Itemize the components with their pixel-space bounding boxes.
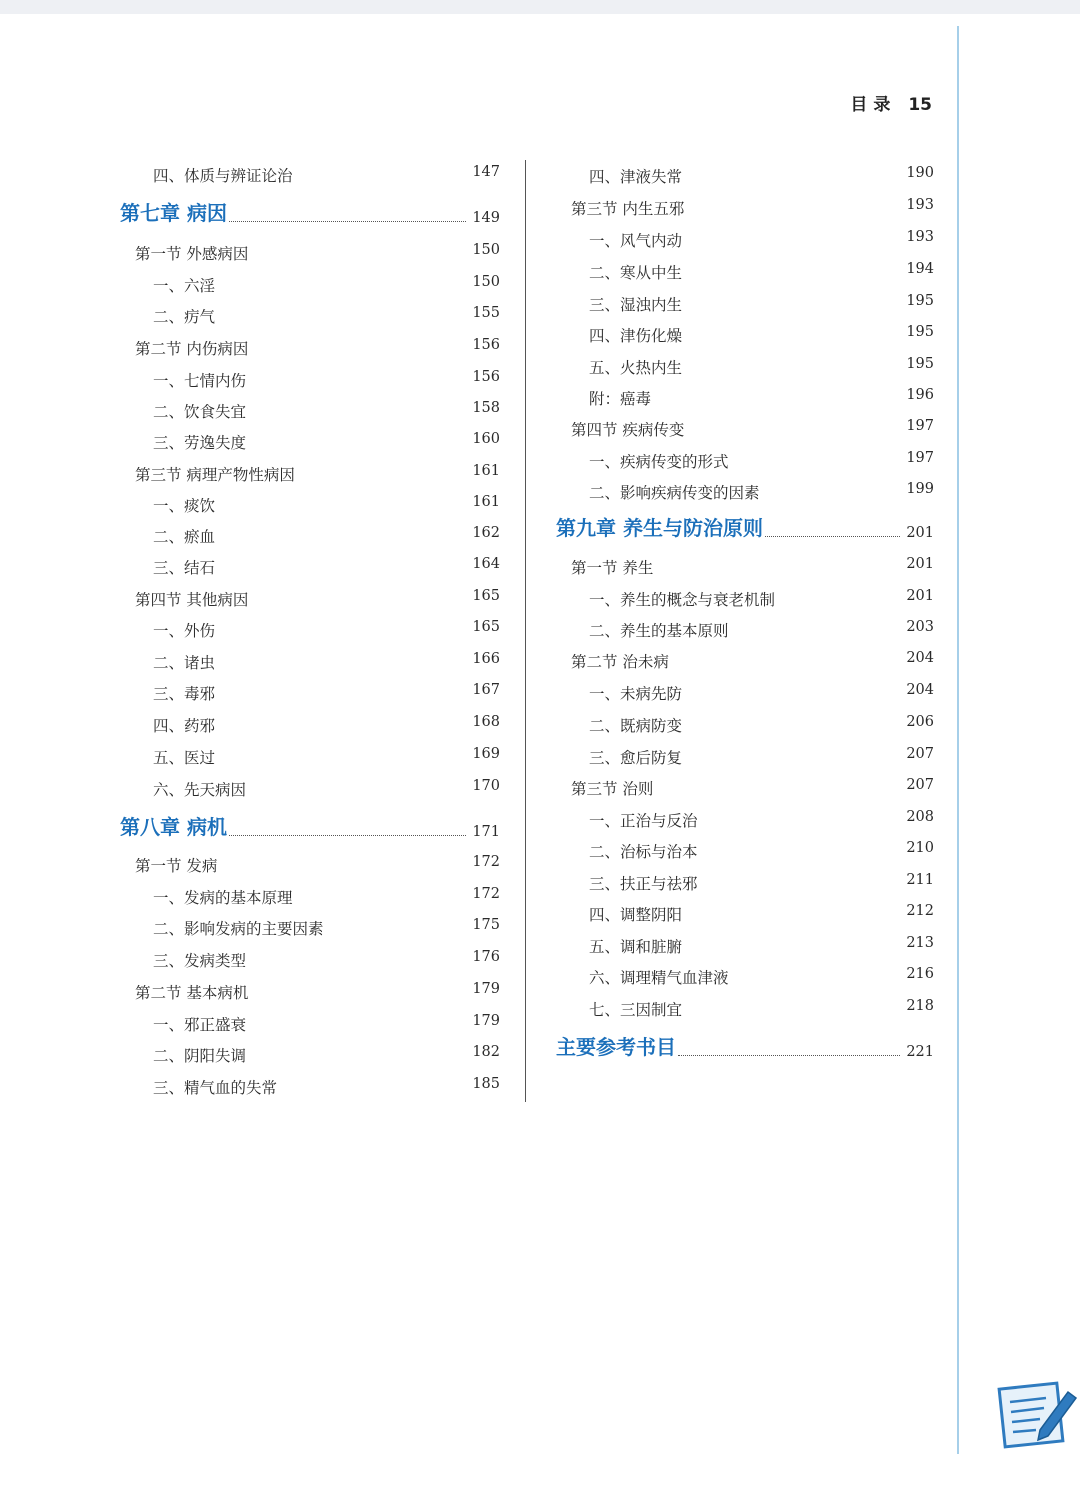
- toc-entry-title: 四、调整阴阳: [589, 906, 683, 924]
- toc-entry-title: 三、愈后防复: [589, 749, 683, 767]
- toc-entry-title: 第七章 病因: [120, 201, 227, 225]
- toc-page-number: 204: [906, 650, 934, 666]
- toc-section-entry: [571, 418, 934, 440]
- toc-item-entry: [153, 917, 500, 939]
- toc-page-number: 179: [472, 981, 500, 997]
- toc-chapter-entry: [120, 811, 500, 840]
- toc-item-entry: [153, 494, 500, 516]
- toc-page-number: 161: [472, 494, 500, 510]
- toc-entry-title: 一、邪正盛衰: [153, 1016, 247, 1034]
- toc-item-entry: [153, 778, 500, 800]
- toc-entry-title: 三、劳逸失度: [153, 434, 247, 452]
- toc-entry-title: 二、既病防变: [589, 717, 683, 735]
- toc-page-number: 179: [472, 1013, 500, 1029]
- leader-dots: [229, 220, 466, 222]
- toc-page-number: 170: [472, 778, 500, 794]
- toc-page-number: 212: [906, 903, 934, 919]
- toc-entry-title: 一、疾病传变的形式: [589, 453, 729, 471]
- toc-item-entry: [589, 682, 934, 704]
- toc-page-number: 166: [472, 651, 500, 667]
- toc-entry-title: 一、七情内伤: [153, 372, 247, 390]
- toc-page-number: 216: [906, 966, 934, 982]
- toc-entry-title: 二、诸虫: [153, 654, 216, 672]
- toc-item-entry: [153, 431, 500, 453]
- toc-page-number: 207: [906, 777, 934, 793]
- running-head: [850, 90, 932, 115]
- toc-item-entry: [589, 619, 934, 641]
- toc-entry-title: 附：癌毒: [589, 390, 652, 408]
- toc-page-number: 172: [472, 854, 500, 870]
- toc-entry-title: 第二节 内伤病因: [135, 340, 249, 358]
- toc-entry-title: 二、治标与治本: [589, 843, 698, 861]
- toc-entry-title: 第二节 基本病机: [135, 984, 249, 1002]
- toc-page-number: 175: [472, 917, 500, 933]
- toc-chapter-entry: [120, 197, 500, 226]
- toc-section-entry: [571, 556, 934, 578]
- toc-entry-title: 四、津伤化燥: [589, 327, 683, 345]
- toc-item-entry: [589, 387, 934, 409]
- toc-page-number: 194: [906, 261, 934, 277]
- toc-page-number: 167: [472, 682, 500, 698]
- toc-entry-title: 第三节 内生五邪: [571, 200, 685, 218]
- toc-entry-title: 三、毒邪: [153, 685, 216, 703]
- toc-item-entry: [589, 229, 934, 251]
- leader-dots: [229, 834, 466, 836]
- toc-page-number: 218: [906, 998, 934, 1014]
- toc-page-number: 195: [906, 324, 934, 340]
- toc-page-number: 195: [906, 293, 934, 309]
- toc-page-number: 164: [472, 556, 500, 572]
- toc-page-number: 165: [472, 588, 500, 604]
- toc-item-entry: [153, 949, 500, 971]
- toc-page-number: 213: [906, 935, 934, 951]
- toc-item-entry: [153, 1013, 500, 1035]
- toc-entry-title: 一、发病的基本原理: [153, 889, 293, 907]
- toc-page-number: 221: [906, 1044, 934, 1060]
- toc-page-number: 160: [472, 431, 500, 447]
- toc-chapter-entry: [556, 1031, 934, 1060]
- toc-page-number: 168: [472, 714, 500, 730]
- toc-entry-title: 第三节 治则: [571, 780, 654, 798]
- toc-page-number: 211: [906, 872, 934, 888]
- toc-page-number: 193: [906, 229, 934, 245]
- toc-section-entry: [571, 197, 934, 219]
- toc-entry-title: 三、发病类型: [153, 952, 247, 970]
- toc-entry-title: 二、疠气: [153, 308, 216, 326]
- toc-page-number: 201: [906, 556, 934, 572]
- toc-page-number: 190: [906, 165, 934, 181]
- toc-entry-title: 二、饮食失宜: [153, 403, 247, 421]
- toc-item-entry: [153, 305, 500, 327]
- top-strip: [0, 0, 1080, 14]
- toc-item-entry: [589, 935, 934, 957]
- toc-item-entry: [589, 840, 934, 862]
- toc-page-number: 149: [472, 210, 500, 226]
- toc-item-entry: [589, 746, 934, 768]
- toc-entry-title: 三、精气血的失常: [153, 1079, 278, 1097]
- toc-page-number: 161: [472, 463, 500, 479]
- toc-item-entry: [589, 293, 934, 315]
- running-head-title: 目 录: [850, 95, 891, 115]
- toc-entry-title: 四、津液失常: [589, 168, 683, 186]
- toc-item-entry: [589, 324, 934, 346]
- toc-item-entry: [153, 369, 500, 391]
- toc-entry-title: 二、影响发病的主要因素: [153, 920, 324, 938]
- toc-item-entry: [589, 261, 934, 283]
- toc-item-entry: [153, 400, 500, 422]
- toc-page-number: 156: [472, 369, 500, 385]
- toc-page-number: 208: [906, 809, 934, 825]
- toc-entry-title: 七、三因制宜: [589, 1001, 683, 1019]
- toc-entry-title: 第三节 病理产物性病因: [135, 466, 295, 484]
- leader-dots: [678, 1054, 900, 1056]
- toc-page-number: 185: [472, 1076, 500, 1092]
- toc-page-number: 199: [906, 481, 934, 497]
- toc-page-number: 150: [472, 242, 500, 258]
- toc-item-entry: [153, 651, 500, 673]
- toc-section-entry: [571, 650, 934, 672]
- toc-entry-title: 五、火热内生: [589, 359, 683, 377]
- toc-page-number: 195: [906, 356, 934, 372]
- toc-page-number: 197: [906, 418, 934, 434]
- toc-entry-title: 第一节 发病: [135, 857, 218, 875]
- toc-item-entry: [589, 998, 934, 1020]
- toc-item-entry: [589, 714, 934, 736]
- toc-item-entry: [589, 872, 934, 894]
- toc-page-number: 165: [472, 619, 500, 635]
- toc-page-number: 201: [906, 525, 934, 541]
- toc-item-entry: [153, 682, 500, 704]
- toc-page-number: 172: [472, 886, 500, 902]
- toc-item-entry: [153, 746, 500, 768]
- toc-entry-title: 五、医过: [153, 749, 216, 767]
- toc-entry-title: 主要参考书目: [556, 1035, 676, 1059]
- toc-entry-title: 一、养生的概念与衰老机制: [589, 591, 776, 609]
- toc-item-entry: [153, 525, 500, 547]
- toc-entry-title: 三、扶正与祛邪: [589, 875, 698, 893]
- toc-item-entry: [153, 886, 500, 908]
- toc-page-number: 150: [472, 274, 500, 290]
- toc-entry-title: 第八章 病机: [120, 815, 227, 839]
- toc-entry-title: 五、调和脏腑: [589, 938, 683, 956]
- toc-page-number: 182: [472, 1044, 500, 1060]
- toc-entry-title: 二、阴阳失调: [153, 1047, 247, 1065]
- toc-item-entry: [589, 450, 934, 472]
- toc-entry-title: 第一节 养生: [571, 559, 654, 577]
- toc-entry-title: 第四节 疾病传变: [571, 421, 685, 439]
- toc-section-entry: [571, 777, 934, 799]
- toc-entry-title: 二、瘀血: [153, 528, 216, 546]
- toc-entry-title: 四、药邪: [153, 717, 216, 735]
- toc-page-number: 193: [906, 197, 934, 213]
- toc-item-entry: [589, 966, 934, 988]
- toc-entry-title: 六、先天病因: [153, 781, 247, 799]
- toc-item-entry: [153, 1044, 500, 1066]
- toc-entry-title: 三、结石: [153, 559, 216, 577]
- toc-entry-title: 一、痰饮: [153, 497, 216, 515]
- page-edge-line: [957, 26, 959, 1454]
- toc-section-entry: [135, 854, 500, 876]
- toc-entry-title: 第四节 其他病因: [135, 591, 249, 609]
- toc-page-number: 176: [472, 949, 500, 965]
- toc-page-number: 147: [472, 164, 500, 180]
- toc-entry-title: 四、体质与辨证论治: [153, 167, 293, 185]
- toc-item-entry: [589, 356, 934, 378]
- toc-section-entry: [135, 981, 500, 1003]
- toc-page-number: 201: [906, 588, 934, 604]
- toc-page-number: 155: [472, 305, 500, 321]
- toc-section-entry: [135, 242, 500, 264]
- toc-entry-title: 第二节 治未病: [571, 653, 669, 671]
- toc-page-number: 206: [906, 714, 934, 730]
- toc-entry-title: 一、风气内动: [589, 232, 683, 250]
- toc-entry-title: 二、影响疾病传变的因素: [589, 484, 760, 502]
- toc-item-entry: [153, 1076, 500, 1098]
- toc-entry-title: 一、六淫: [153, 277, 216, 295]
- toc-entry-title: 二、养生的基本原则: [589, 622, 729, 640]
- toc-entry-title: 二、寒从中生: [589, 264, 683, 282]
- toc-item-entry: [589, 903, 934, 925]
- toc-item-entry: [589, 588, 934, 610]
- toc-page-number: 169: [472, 746, 500, 762]
- leader-dots: [765, 535, 900, 537]
- toc-page-number: 207: [906, 746, 934, 762]
- column-divider: [525, 160, 526, 1102]
- toc-page-number: 171: [472, 824, 500, 840]
- toc-item-entry: [589, 481, 934, 503]
- running-head-page-number: 15: [908, 95, 932, 115]
- notepad-pencil-icon: [996, 1378, 1080, 1450]
- toc-entry-title: 第九章 养生与防治原则: [556, 516, 763, 540]
- toc-entry-title: 一、外伤: [153, 622, 216, 640]
- toc-page-number: 158: [472, 400, 500, 416]
- toc-page-number: 203: [906, 619, 934, 635]
- toc-page-number: 196: [906, 387, 934, 403]
- toc-page-number: 197: [906, 450, 934, 466]
- toc-page-number: 156: [472, 337, 500, 353]
- toc-chapter-entry: [556, 512, 934, 541]
- toc-entry-title: 一、正治与反治: [589, 812, 698, 830]
- toc-item-entry: [153, 619, 500, 641]
- toc-item-entry: [589, 809, 934, 831]
- toc-section-entry: [135, 337, 500, 359]
- toc-item-entry: [589, 165, 934, 187]
- toc-item-entry: [153, 164, 500, 186]
- toc-page-number: 210: [906, 840, 934, 856]
- toc-section-entry: [135, 463, 500, 485]
- toc-section-entry: [135, 588, 500, 610]
- toc-entry-title: 第一节 外感病因: [135, 245, 249, 263]
- toc-page-number: 204: [906, 682, 934, 698]
- toc-entry-title: 三、湿浊内生: [589, 296, 683, 314]
- toc-item-entry: [153, 556, 500, 578]
- toc-entry-title: 六、调理精气血津液: [589, 969, 729, 987]
- toc-entry-title: 一、未病先防: [589, 685, 683, 703]
- toc-page-number: 162: [472, 525, 500, 541]
- toc-item-entry: [153, 274, 500, 296]
- toc-item-entry: [153, 714, 500, 736]
